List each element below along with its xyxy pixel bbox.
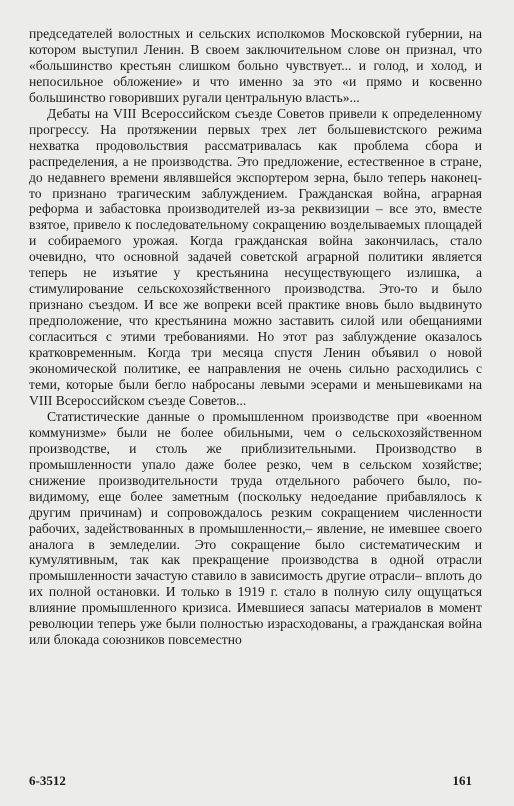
- page-number: 161: [452, 773, 472, 788]
- paragraph-2: Дебаты на VIII Всероссийском съезде Советов привели к определенному прогрессу. На протяжении первых трех лет большевистского режима нехватка продовольствия рассматривалась как проблема сбора и распределения, а не производства. Это предложение, естественное в стране, до недавнего времени являвшейся экспортером зерна, было теперь наконец-то признано трагическим заблуждением. Гражданская война, аграрная реформа и забастовка производителей из-за реквизиции – все это, вместе взятое, привело к последовательному сокращению возделываемых площадей и собираемого урожая. Когда гражданская война закончилась, стало очевидно, что основной задачей советской аграрной политики является теперь не изъятие у крестьянина несуществующего излишка, а стимулирование сельскохозяйственного производства. Это-то и было признано съездом. И все же вопреки всей практике вновь было выдвинуто предположение, что крестьянина можно заставить силой или обещаниями согласиться с этими требованиями. Но этот раз заблуждение оказалось кратковременным. Когда три месяца спустя Ленин объявил о новой экономической политике, ее направления не очень сильно расходились с теми, которые были бегло набросаны левыми эсерами и меньшевиками на VIII Всероссийском съезде Советов...: [29, 105, 482, 408]
- body-text: [29, 26, 482, 648]
- paragraph-1: председателей волостных и сельских исполкомов Московской губернии, на котором выступил Ленин. В своем заключительном слове он признал, что «большинство крестьян слишком больно чувствует... и голод, и холод, и непосильное обложение» и что именно за это «и прямо и косвенно большинство говоривших ругали центральную власть»...: [29, 26, 482, 105]
- page-footer: [29, 773, 482, 789]
- printer-signature: 6-3512: [29, 773, 66, 788]
- paragraph-3: Статистические данные о промышленном производстве при «военном коммунизме» были не более обильными, чем о сельскохозяйственном производстве, и столь же приблизительными. Производство в промышленности упало даже более резко, чем в сельском хозяйстве; снижение производительности труда отдельного рабочего было, по-видимому, еще более заметным (поскольку недоедание прибавлялось к другим причинам) и сопровождалось резким сокращением численности рабочих, задействованных в промышленности,– явление, не имевшее своего аналога в земледелии. Это сокращение было систематическим и кумулятивным, так как прекращение производства в одной отрасли промышленности зачастую ставило в зависимость другие отрасли– вплоть до их полной остановки. И только в 1919 г. стало в полную силу ощущаться влияние промышленного кризиса. Имевшиеся запасы материалов в момент революции теперь уже были полностью израсходованы, а гражданская война или блокада союзников повсеместно: [29, 408, 482, 648]
